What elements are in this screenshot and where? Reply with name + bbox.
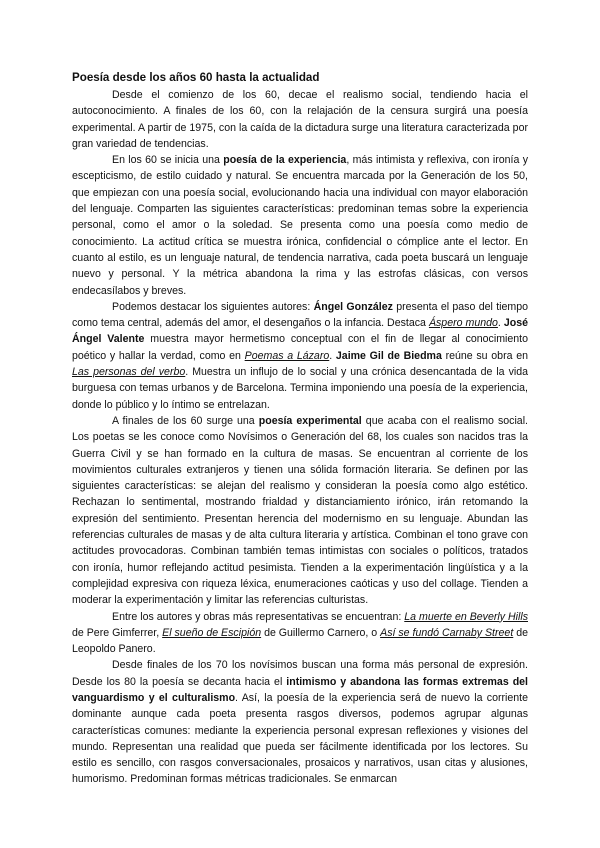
text-run: presenta el paso del tiempo como tema central, además del amor, el desengaños o la infancia. Destaca bbox=[72, 300, 528, 330]
paragraph bbox=[72, 657, 528, 787]
work-title: La muerte en Beverly Hills bbox=[404, 610, 528, 623]
text-run: . Muestra un influjo de lo social y una crónica desencantada de la vida burguesa con temas urbanos y de Barcelona. Termina imponiendo una poesía de la experiencia, donde lo público y lo íntimo se entrelazan. bbox=[72, 366, 528, 411]
text-run: Entre los autores y obras más representativas se encuentran: bbox=[112, 610, 405, 623]
work-title: Áspero mundo bbox=[428, 317, 498, 330]
text-run: de Leopoldo Panero. bbox=[72, 626, 529, 656]
text-run: A finales de los 60 surge una bbox=[112, 414, 259, 427]
text-run: . bbox=[497, 317, 504, 330]
document-body bbox=[72, 70, 528, 788]
work-title: Poemas a Lázaro bbox=[244, 349, 330, 362]
paragraph bbox=[72, 299, 528, 413]
text-run: . bbox=[329, 349, 336, 362]
text-run: Desde finales de los 70 los novísimos buscan una forma más personal de expresión. Desde los 80 la poesía se decanta hacia el bbox=[72, 659, 528, 688]
paragraph bbox=[72, 87, 528, 152]
bold-term: Jaime Gil de Biedma bbox=[335, 349, 442, 362]
bold-term: intimismo y abandona las formas extremas del vanguardismo y el culturalismo bbox=[72, 675, 528, 704]
text-run: . Así, la poesía de la experiencia será de nuevo la corriente dominante aunque cada poeta presenta rasgos diversos, podemos agrupar algunas características comunes: mediante la experiencia personal expresan reflexiones y visiones del mundo. Representan una realidad que pueda ser fácilmente identificada por los lectores. Su estilo es sencillo, con rasgos conversacionales, prosaicos y narrativos, usan citas y alusiones, humorismo. Predominan formas métricas tradicionales. Se enmarcan bbox=[72, 691, 528, 786]
text-run: Desde el comienzo de los 60, decae el realismo social, tendiendo hacia el autoconocimiento. A finales de los 60, con la relajación de la censura surgirá una poesía experimental. A partir de 1975, con la caída de la dictadura surge una literatura caracterizada por gran variedad de tendencias. bbox=[72, 89, 528, 150]
work-title: Así se fundó Carnaby Street bbox=[380, 626, 514, 639]
paragraph-list bbox=[72, 87, 528, 788]
work-title: El sueño de Escipión bbox=[162, 626, 262, 639]
bold-term: José Ángel Valente bbox=[72, 317, 529, 346]
text-run: que acaba con el realismo social. Los poetas se les conoce como Novísimos o Generación del 68, los cuales son nacidos tras la Guerra Civil y se han formado en la cultura de masas. Se encuentran al corriente de los movimientos culturales extranjeros y tienen una sólida formación literaria. Se definen por las siguientes características: se alejan del realismo y consideran la poesía como algo estético. Rechazan lo sentimental, mostrando frialdad y distanciamiento irónico, irán retomando la expresión del sentimiento. Presentan herencia del modernismo en su lenguaje. Abundan las referencias culturales de masas y de alta cultura literaria y artística. Combinan el tono grave con actitudes provocadoras. Combinan también temas intimistas con sociales o políticos, tratados con ironía, humor reflejando actitud pesimista. Tienden a la experimentación lingüística y a la complejidad expresiva con riqueza léxica, enumeraciones caóticas y uso del collage. Tienden a moderar la experimentación y limitar las referencias culturistas. bbox=[72, 414, 528, 607]
work-title: Las personas del verbo bbox=[72, 366, 186, 379]
text-run: En los 60 se inicia una bbox=[112, 154, 224, 167]
paragraph bbox=[72, 609, 528, 658]
text-run: de Guillermo Carnero, o bbox=[261, 626, 381, 639]
paragraph bbox=[72, 413, 528, 609]
document-title: Poesía desde los años 60 hasta la actualidad bbox=[72, 71, 320, 84]
text-run: , más intimista y reflexiva, con ironía y escepticismo, de estilo cuidado y natural. Se encuentra marcada por la Generación de los 50, que empiezan con una poesía social, evolucionando hacia una individual con mayor elaboración del lenguaje. Comparten las siguientes características: predominan temas sobre la experiencia personal, como el amor o la soledad. Se presenta como una poesía como medio de conocimiento. La actitud crítica se muestra irónica, confidencial o cómplice ante el lector. En cuanto al estilo, es un lenguaje natural, de tendencia narrativa, cada poeta buscará un lenguaje nuevo y personal. Y la métrica abandona la rima y las estrofas clásicas, con versos endecasílabos y breves. bbox=[72, 154, 529, 297]
text-run: de Pere Gimferrer, bbox=[72, 626, 163, 639]
bold-term: Ángel González bbox=[313, 300, 393, 313]
text-run: Podemos destacar los siguientes autores: bbox=[112, 300, 314, 313]
bold-term: poesía experimental bbox=[258, 414, 362, 427]
text-run: muestra mayor hermetismo conceptual con el fin de llegar al conocimiento poético y hallar la verdad, como en bbox=[72, 333, 528, 362]
text-run: reúne su obra en bbox=[441, 349, 528, 362]
bold-term: poesía de la experiencia bbox=[223, 154, 347, 167]
paragraph bbox=[72, 152, 528, 299]
